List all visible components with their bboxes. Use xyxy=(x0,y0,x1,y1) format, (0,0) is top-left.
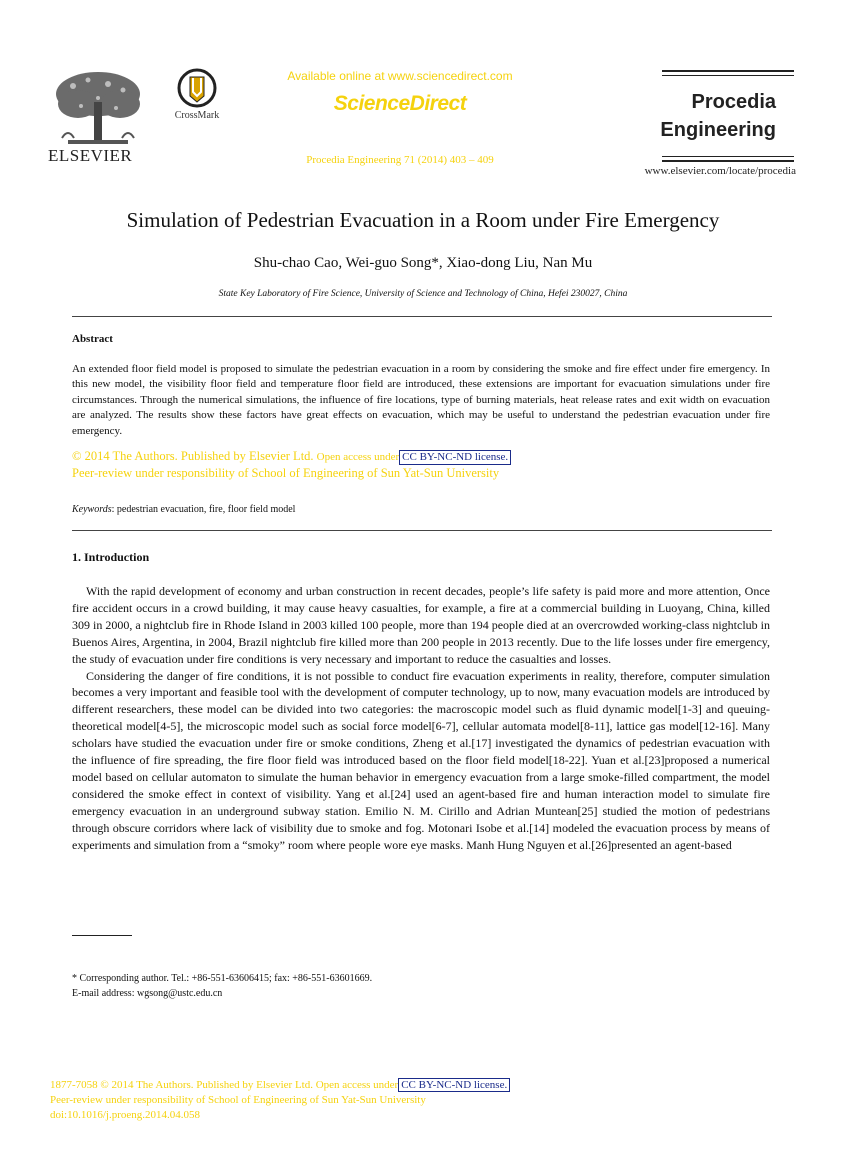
journal-title-line1: Procedia xyxy=(691,91,776,113)
footnote xyxy=(72,971,372,1001)
journal-title xyxy=(660,88,776,144)
journal-masthead xyxy=(662,70,794,162)
affiliation: State Key Laboratory of Fire Science, University of Science and Technology of China, Hefei 230027, China xyxy=(218,289,628,299)
page-footer xyxy=(50,1078,510,1123)
footnote-rule xyxy=(72,935,132,936)
crossmark-badge[interactable] xyxy=(168,68,226,121)
section-divider xyxy=(72,316,772,317)
journal-citation: Procedia Engineering 71 (2014) 403 – 409 xyxy=(306,154,494,166)
footer-peer-review: Peer-review under responsibility of School of Engineering of Sun Yat-Sun University xyxy=(50,1094,426,1106)
keywords-label: Keywords xyxy=(72,504,112,515)
corresponding-author-note: * Corresponding author. Tel.: +86-551-63606415; fax: +86-551-63601669. xyxy=(72,973,373,984)
elsevier-wordmark: ELSEVIER xyxy=(48,146,133,165)
copyright-text: © 2014 The Authors. Published by Elsevier Ltd. xyxy=(72,449,314,463)
section-divider xyxy=(72,530,772,531)
section-heading-introduction: 1. Introduction xyxy=(72,550,150,564)
open-access-text: Open access under xyxy=(316,451,400,463)
abstract-heading: Abstract xyxy=(72,333,113,345)
intro-paragraph: Considering the danger of fire conditions, it is not possible to conduct fire evacuation experiments in reality, therefore, computer simulation becomes a very important and feasible tool with the development of computer technology, up to now, many evacuation models are introduced by different researchers, these model can be divided into two categories: the macroscopic model such as fluid dynamic model[1-3] and queuing-theoretical model[4-5], the microscopic model such as social force model[6-7], cellular automata model[8-11], lattice gas model[12-16]. Many scholars have studied the evacuation under fire or smoke conditions, Zheng et al.[17] investigated the dynamics of pedestrian evacuation with the influence of fire spreading, the fire floor field was introduced based on the floor field model[18-22]. Yuan et al.[23]proposed a numerical model based on cellular automaton to simulate the human behavior in emergency evacuation from a large smoke-filled compartment, the model considered the smoke effect in context of visibility. Yang et al.[24] used an agent-based fire and human interaction model to simulate fire emergency evacuation in an underground subway station. Emilio N. M. Cirillo and Adrian Muntean[25] studied the motion of pedestrians through obscure corridors where lack of visibility due to smoke and fog. Motonari Isobe et al.[14] modeled the evacuation process by means of experiments and simulation from a “smoky” room where people wore eye masks. Manh Hung Nguyen et al.[26]presented an agent-based xyxy=(72,668,770,852)
author-list: Shu-chao Cao, Wei-guo Song*, Xiao-dong Liu, Nan Mu xyxy=(253,255,593,271)
license-link[interactable]: CC BY-NC-ND license. xyxy=(399,450,511,465)
keywords-line xyxy=(72,504,295,515)
peer-review-note: Peer-review under responsibility of School of Engineering of Sun Yat-Sun University xyxy=(72,466,500,480)
doi-link[interactable]: doi:10.1016/j.proeng.2014.04.058 xyxy=(50,1109,201,1121)
journal-title-line2: Engineering xyxy=(660,119,776,141)
abstract-copyright-line xyxy=(72,448,511,466)
footer-open-access-text: Open access under xyxy=(315,1079,399,1091)
crossmark-label: CrossMark xyxy=(174,110,220,121)
journal-url-link[interactable]: www.elsevier.com/locate/procedia xyxy=(644,165,796,177)
crossmark-icon xyxy=(177,68,217,108)
introduction-body xyxy=(72,583,770,854)
keywords-text: : pedestrian evacuation, fire, floor field model xyxy=(111,504,296,515)
paper-title: Simulation of Pedestrian Evacuation in a Room under Fire Emergency xyxy=(126,208,720,232)
available-online-link[interactable]: Available online at www.sciencedirect.com xyxy=(287,69,513,83)
footer-copyright-text: 1877-7058 © 2014 The Authors. Published by Elsevier Ltd. xyxy=(50,1079,313,1091)
abstract-text: An extended floor field model is proposed to simulate the pedestrian evacuation in a room by considering the smoke and fire effect under fire emergency. In this new model, the visibility floor field and temperature floor field are introduced, these extensions are important for evacuation simulations under fire circumstances. Through the numerical simulations, the influence of fire locations, type of burning materials, heat release rates and exit width on evacuation are analyzed. The results show these factors have great effects on evacuation, which may be useful to understand the pedestrian evacuation under fire emergency. xyxy=(72,363,770,437)
footer-license-link[interactable]: CC BY-NC-ND license. xyxy=(398,1078,510,1092)
sciencedirect-logo: ScienceDirect xyxy=(333,92,467,115)
email-address: E-mail address: wgsong@ustc.edu.cn xyxy=(72,988,223,999)
footer-copyright-line xyxy=(50,1078,510,1093)
intro-paragraph: With the rapid development of economy and urban construction in recent decades, people’s life safety is paid more and more attention, Once fire accident occurs in a crowd building, it may cause heavy casualties, for example, a fire at a commercial building in Luoyang, China, killed 309 in 2000, a nightclub fire in Rhode Island in 2003 killed 100 people, more than 194 people died at an overcrowded working-class nightclub in Buenos Aires, Argentina, in 2004, Brazil nightclub fire killed more than 200 people in 2013 recently. Due to the life losses under fire emergency, the study of evacuation under fire conditions is very necessary and important to reduce the casualties and losses. xyxy=(72,584,770,666)
